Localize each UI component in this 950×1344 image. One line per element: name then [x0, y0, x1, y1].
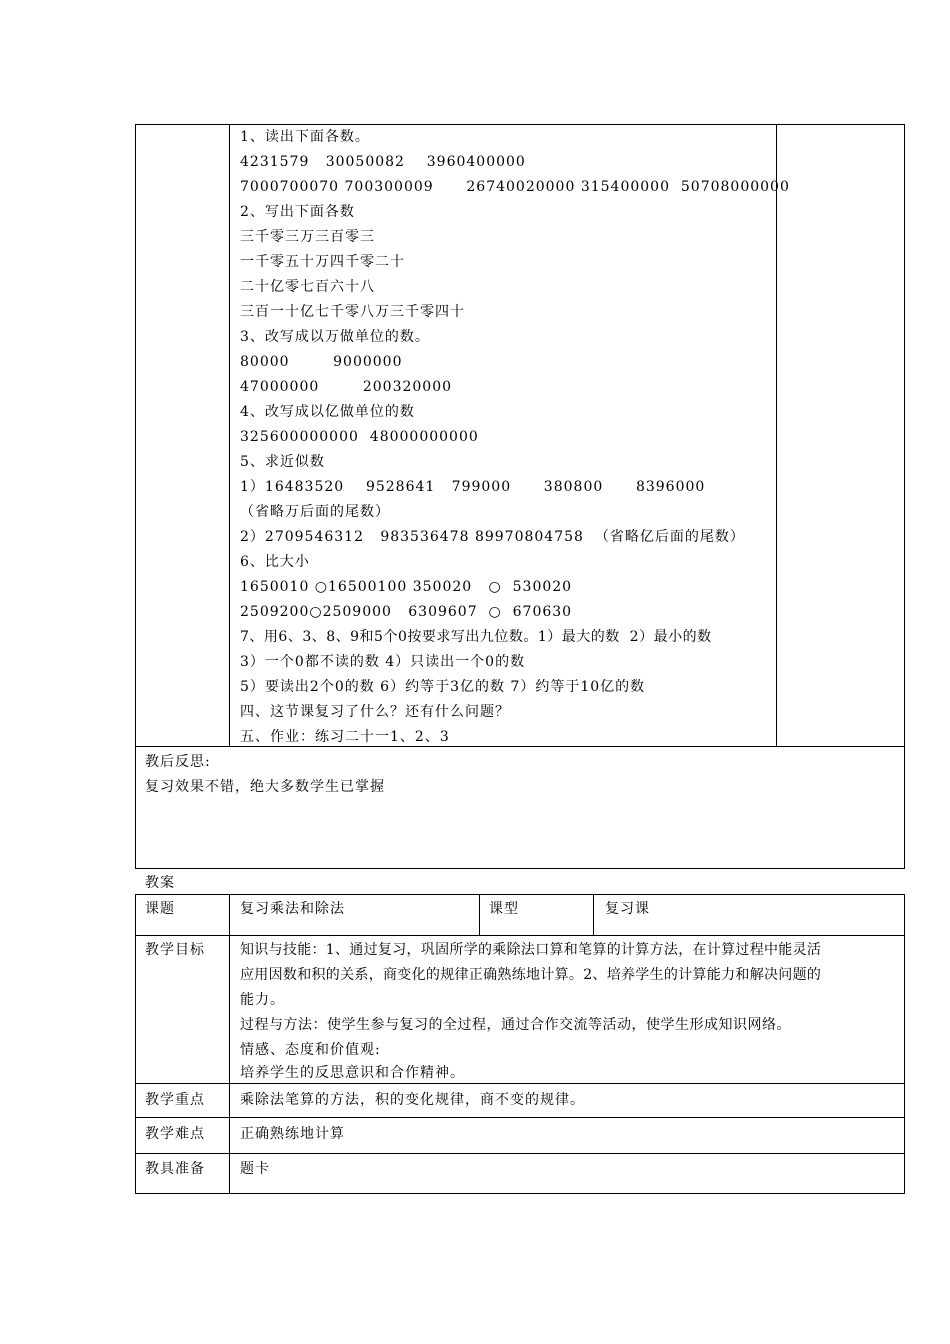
exercise-line: 47000000 200320000: [240, 379, 453, 395]
exercise-line: 4、改写成以亿做单位的数: [240, 404, 415, 420]
exercise-line: 四、这节课复习了什么？还有什么问题？: [240, 704, 510, 720]
exercise-line: 3）一个0都不读的数 4）只读出一个0的数: [240, 654, 526, 670]
materials-value: 题卡: [240, 1161, 270, 1177]
plan-table-bottom-border: [135, 1193, 905, 1194]
exercise-line: 二十亿零七百六十八: [240, 279, 375, 295]
exercise-line: 一千零五十万四千零二十: [240, 254, 405, 270]
reflection-label: 教后反思:: [145, 754, 211, 770]
goals-line: 情感、态度和价值观:: [240, 1042, 381, 1058]
plan-col-divider: [593, 894, 594, 936]
goals-line: 应用因数和积的关系，商变化的规律正确熟练地计算。2、培养学生的计算能力和解决问题的: [240, 967, 822, 983]
difficulties-value: 正确熟练地计算: [240, 1126, 345, 1142]
exercise-line: 1、读出下面各数。: [240, 129, 370, 145]
exercise-line: 4231579 30050082 3960400000: [240, 154, 526, 170]
goals-line: 过程与方法：使学生参与复习的全过程，通过合作交流等活动，使学生形成知识网络。: [240, 1017, 791, 1033]
goals-line: 知识与技能：1、通过复习，巩固所学的乘除法口算和笔算的计算方法，在计算过程中能灵活: [240, 942, 822, 958]
plan-table-top-border: [135, 894, 905, 895]
exercise-line: 80000 9000000: [240, 354, 403, 370]
table-bottom-border: [135, 868, 905, 869]
table-right-border: [904, 124, 905, 869]
type-label: 课型: [489, 901, 519, 917]
exercise-line: 三百一十亿七千零八万三千零四十: [240, 304, 465, 320]
exercise-line: 6、比大小: [240, 554, 310, 570]
table-row-divider: [135, 746, 905, 747]
key-points-label: 教学重点: [145, 1092, 205, 1108]
goals-label: 教学目标: [145, 942, 205, 958]
difficulties-label: 教学难点: [145, 1126, 205, 1142]
lesson-plan-title: 教案: [145, 875, 175, 891]
goals-line: 培养学生的反思意识和合作精神。: [240, 1065, 465, 1081]
plan-row-divider: [135, 1117, 905, 1118]
key-points-value: 乘除法笔算的方法，积的变化规律，商不变的规律。: [240, 1092, 585, 1108]
materials-label: 教具准备: [145, 1161, 205, 1177]
goals-line: 能力。: [240, 992, 285, 1008]
table-col-divider-right: [776, 124, 777, 746]
topic-value: 复习乘法和除法: [240, 901, 345, 917]
topic-label: 课题: [145, 901, 175, 917]
exercise-line: 5、求近似数: [240, 454, 325, 470]
exercise-line: 2509200○2509000 6309607 ○ 670630: [240, 604, 573, 620]
plan-label-col-divider: [229, 894, 230, 1194]
exercise-line: 1650010 ○16500100 350020 ○ 530020: [240, 579, 573, 595]
table-col-divider-left: [229, 124, 230, 746]
exercise-line: 三千零三万三百零三: [240, 229, 375, 245]
reflection-text: 复习效果不错，绝大多数学生已掌握: [145, 779, 385, 795]
plan-row-divider: [135, 1153, 905, 1154]
plan-col-divider: [479, 894, 480, 936]
type-value: 复习课: [605, 901, 650, 917]
plan-table-left-border: [135, 894, 136, 1194]
exercise-line: 7000700070 700300009 26740020000 315400000 50708000000: [240, 179, 790, 195]
exercise-line: 5）要读出2个0的数 6）约等于3亿的数 7）约等于10亿的数: [240, 679, 646, 695]
table-left-border: [135, 124, 136, 869]
plan-table-right-border: [904, 894, 905, 1194]
exercise-line: 7、用6、3、8、9和5个0按要求写出九位数。1）最大的数 2）最小的数: [240, 629, 712, 645]
exercise-line: 325600000000 48000000000: [240, 429, 479, 445]
exercise-line: （省略万后面的尾数）: [240, 504, 390, 520]
exercise-line: 3、改写成以万做单位的数。: [240, 329, 430, 345]
exercise-line: 1）16483520 9528641 799000 380800 8396000: [240, 479, 706, 495]
exercise-line: 五、作业：练习二十一1、2、3: [240, 729, 450, 745]
exercise-line: 2、写出下面各数: [240, 204, 355, 220]
plan-row-divider: [135, 935, 905, 936]
exercise-line: 2）2709546312 983536478 89970804758 （省略亿后面的尾数）: [240, 529, 745, 545]
plan-row-divider: [135, 1083, 905, 1084]
table-top-border: [135, 124, 905, 125]
